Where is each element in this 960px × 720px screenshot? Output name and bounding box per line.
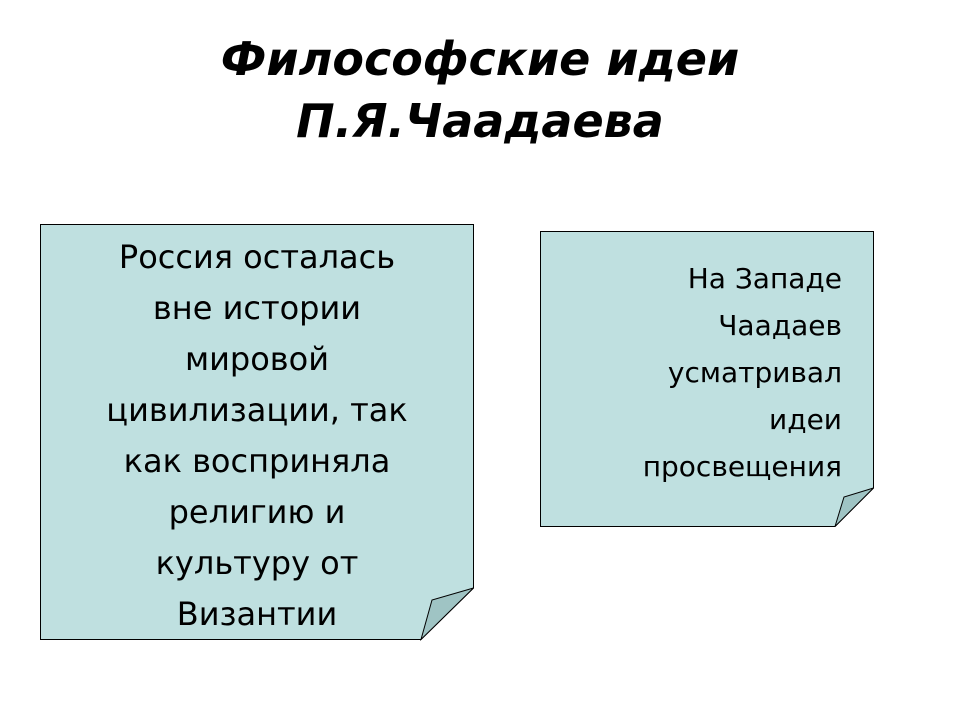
note-left-line: Византии: [176, 595, 338, 633]
title-line-2: П.Я.Чаадаева: [296, 94, 664, 148]
note-right-line: просвещения: [642, 450, 842, 483]
note-left-line: цивилизации, так: [106, 391, 408, 429]
note-left-line: мировой: [184, 340, 330, 378]
note-right-text: [580, 255, 870, 490]
note-left-line: Россия осталась: [118, 238, 396, 276]
note-left-line: культуру от: [155, 544, 359, 582]
note-right-line: идеи: [769, 403, 842, 436]
note-right-line: На Западе: [687, 262, 842, 295]
note-right: [540, 231, 874, 527]
slide-title: [0, 28, 960, 152]
note-right-line: усматривал: [667, 356, 842, 389]
note-left-line: религию и: [168, 493, 346, 531]
note-left-line: вне истории: [152, 289, 362, 327]
title-line-1: Философские идеи: [220, 32, 740, 86]
note-right-line: Чаадаев: [718, 309, 842, 342]
note-left: [40, 224, 474, 640]
note-left-text: [50, 232, 464, 640]
note-left-line: как восприняла: [123, 442, 391, 480]
